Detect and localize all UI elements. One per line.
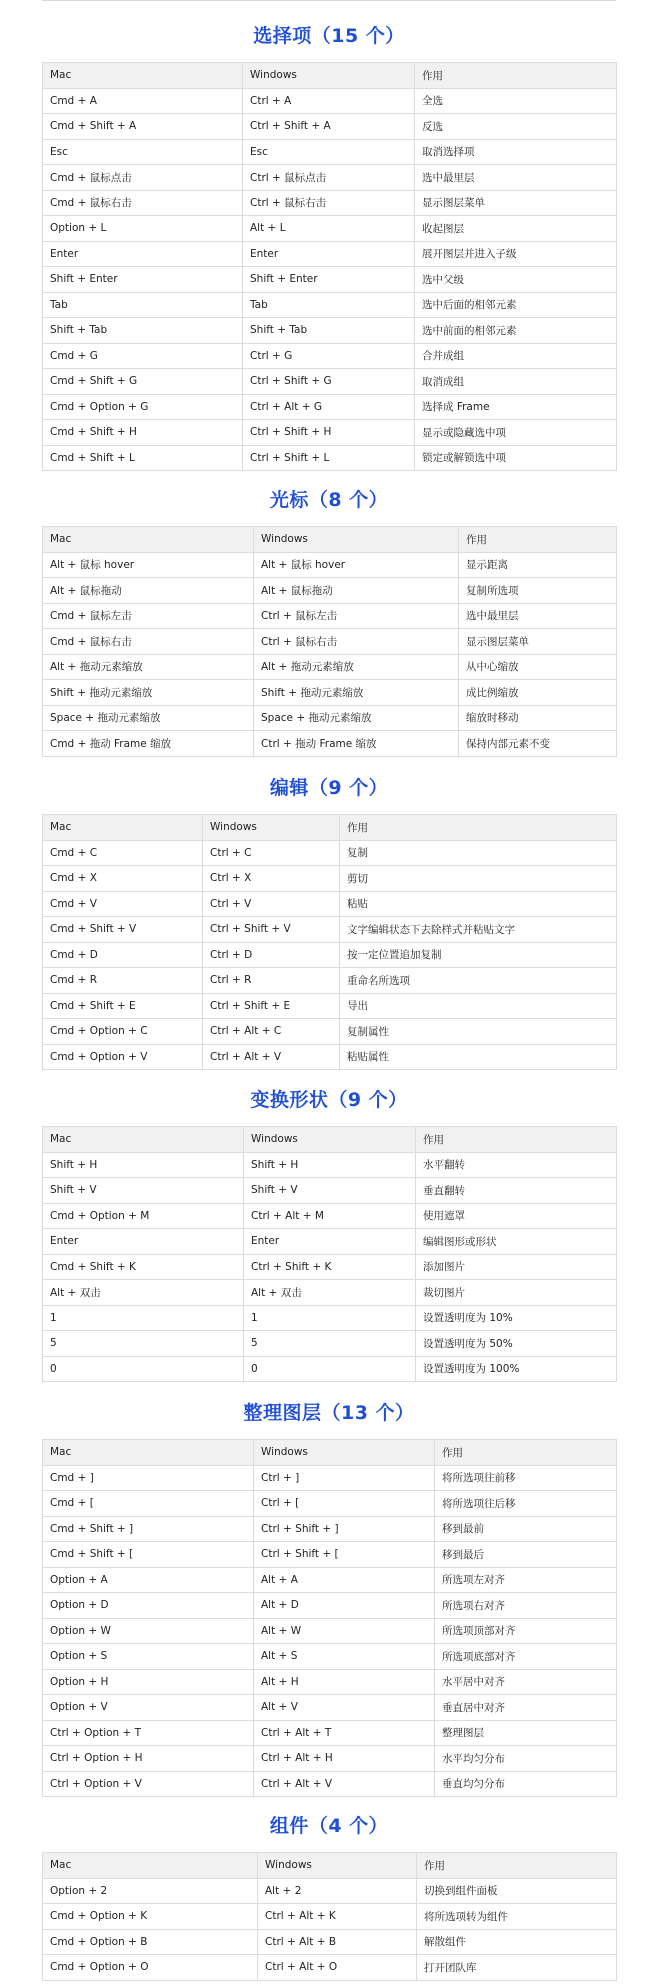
cell-action: 所选项底部对齐 <box>435 1644 617 1670</box>
cell-windows-shortcut: Ctrl + [ <box>254 1491 435 1517</box>
cell-windows-shortcut: Ctrl + R <box>203 968 340 994</box>
table-row <box>43 394 617 420</box>
cell-mac-shortcut: Cmd + C <box>43 840 203 866</box>
header-windows: Windows <box>244 1127 416 1153</box>
section-title: 组件（4 个） <box>269 1815 389 1837</box>
table-row <box>43 891 617 917</box>
table-row <box>43 866 617 892</box>
table-row <box>43 139 617 165</box>
cell-mac-shortcut: Alt + 拖动元素缩放 <box>43 654 254 680</box>
table-header-row <box>43 63 617 89</box>
header-action: 作用 <box>415 63 617 89</box>
cell-windows-shortcut: Ctrl + Alt + O <box>258 1955 417 1981</box>
table-row <box>43 1516 617 1542</box>
cell-action: 水平翻转 <box>416 1152 617 1178</box>
table-header-row <box>43 1127 617 1153</box>
cell-mac-shortcut: Cmd + V <box>43 891 203 917</box>
cell-mac-shortcut: Shift + V <box>43 1178 244 1204</box>
cell-mac-shortcut: Cmd + Option + B <box>43 1929 258 1955</box>
cell-windows-shortcut: Ctrl + Alt + B <box>258 1929 417 1955</box>
cell-action: 显示图层菜单 <box>459 629 617 655</box>
cell-action: 缩放时移动 <box>459 705 617 731</box>
cell-action: 取消选择项 <box>415 139 617 165</box>
cell-mac-shortcut: 1 <box>43 1305 244 1331</box>
cell-action: 选择成 Frame <box>415 394 617 420</box>
top-divider <box>42 0 616 1</box>
table-row <box>43 1929 617 1955</box>
cell-mac-shortcut: Cmd + [ <box>43 1491 254 1517</box>
cell-mac-shortcut: Cmd + 鼠标点击 <box>43 165 243 191</box>
header-action: 作用 <box>435 1440 617 1466</box>
cell-windows-shortcut: Ctrl + Shift + L <box>243 445 415 471</box>
cell-mac-shortcut: 0 <box>43 1356 244 1382</box>
cell-windows-shortcut: Ctrl + 拖动 Frame 缩放 <box>254 731 459 757</box>
cell-windows-shortcut: Alt + 鼠标拖动 <box>254 578 459 604</box>
cell-mac-shortcut: Cmd + ] <box>43 1465 254 1491</box>
cell-mac-shortcut: Option + D <box>43 1593 254 1619</box>
cell-mac-shortcut: Option + L <box>43 216 243 242</box>
cell-mac-shortcut: Cmd + A <box>43 88 243 114</box>
cell-mac-shortcut: Cmd + Shift + L <box>43 445 243 471</box>
cell-windows-shortcut: Alt + L <box>243 216 415 242</box>
table-row <box>43 190 617 216</box>
table-row <box>43 420 617 446</box>
cell-mac-shortcut: Ctrl + Option + V <box>43 1771 254 1797</box>
cell-mac-shortcut: Cmd + R <box>43 968 203 994</box>
table-row <box>43 88 617 114</box>
cell-windows-shortcut: Ctrl + A <box>243 88 415 114</box>
cell-action: 收起图层 <box>415 216 617 242</box>
cell-mac-shortcut: Cmd + Option + V <box>43 1044 203 1070</box>
cell-mac-shortcut: Cmd + Shift + A <box>43 114 243 140</box>
cell-action: 展开图层并进入子级 <box>415 241 617 267</box>
cell-action: 选中父级 <box>415 267 617 293</box>
cell-windows-shortcut: Ctrl + Alt + C <box>203 1019 340 1045</box>
cell-windows-shortcut: Alt + S <box>254 1644 435 1670</box>
cell-action: 从中心缩放 <box>459 654 617 680</box>
cell-windows-shortcut: Ctrl + Shift + V <box>203 917 340 943</box>
cell-action: 取消成组 <box>415 369 617 395</box>
table-row <box>43 680 617 706</box>
section-title: 变换形状（9 个） <box>250 1089 408 1111</box>
shortcut-table <box>42 1126 617 1382</box>
table-header-row <box>43 815 617 841</box>
cell-windows-shortcut: Space + 拖动元素缩放 <box>254 705 459 731</box>
cell-windows-shortcut: Ctrl + Alt + T <box>254 1720 435 1746</box>
cell-mac-shortcut: Cmd + Option + C <box>43 1019 203 1045</box>
header-mac: Mac <box>43 815 203 841</box>
cell-windows-shortcut: Ctrl + Shift + E <box>203 993 340 1019</box>
cell-windows-shortcut: Ctrl + 鼠标右击 <box>254 629 459 655</box>
table-row <box>43 840 617 866</box>
table-row <box>43 654 617 680</box>
cell-action: 全选 <box>415 88 617 114</box>
header-mac: Mac <box>43 63 243 89</box>
table-row <box>43 1203 617 1229</box>
table-row <box>43 1542 617 1568</box>
cell-action: 粘贴 <box>340 891 617 917</box>
cell-action: 选中前面的相邻元素 <box>415 318 617 344</box>
cell-windows-shortcut: 1 <box>244 1305 416 1331</box>
cell-mac-shortcut: Alt + 鼠标 hover <box>43 552 254 578</box>
cell-action: 选中最里层 <box>459 603 617 629</box>
table-row <box>43 968 617 994</box>
cell-action: 按一定位置追加复制 <box>340 942 617 968</box>
cell-action: 文字编辑状态下去除样式并粘贴文字 <box>340 917 617 943</box>
table-row <box>43 165 617 191</box>
table-row <box>43 1305 617 1331</box>
cell-action: 整理图层 <box>435 1720 617 1746</box>
table-row <box>43 1229 617 1255</box>
cell-windows-shortcut: Shift + H <box>244 1152 416 1178</box>
table-row <box>43 267 617 293</box>
cell-windows-shortcut: Ctrl + Alt + M <box>244 1203 416 1229</box>
cell-mac-shortcut: 5 <box>43 1331 244 1357</box>
header-mac: Mac <box>43 1127 244 1153</box>
table-row <box>43 1254 617 1280</box>
table-row <box>43 343 617 369</box>
cell-windows-shortcut: Esc <box>243 139 415 165</box>
cell-windows-shortcut: 5 <box>244 1331 416 1357</box>
table-row <box>43 114 617 140</box>
cell-action: 垂直均匀分布 <box>435 1771 617 1797</box>
cell-mac-shortcut: Ctrl + Option + H <box>43 1746 254 1772</box>
table-row <box>43 1746 617 1772</box>
cell-windows-shortcut: Ctrl + ] <box>254 1465 435 1491</box>
cell-action: 成比例缩放 <box>459 680 617 706</box>
table-row <box>43 1644 617 1670</box>
section-title: 编辑（9 个） <box>269 777 389 799</box>
cell-mac-shortcut: Cmd + D <box>43 942 203 968</box>
header-windows: Windows <box>258 1853 417 1879</box>
cell-mac-shortcut: Shift + Enter <box>43 267 243 293</box>
cell-windows-shortcut: Ctrl + X <box>203 866 340 892</box>
header-mac: Mac <box>43 527 254 553</box>
cell-action: 移到最后 <box>435 1542 617 1568</box>
table-row <box>43 1331 617 1357</box>
cell-action: 所选项右对齐 <box>435 1593 617 1619</box>
cell-mac-shortcut: Cmd + Shift + E <box>43 993 203 1019</box>
cell-mac-shortcut: Cmd + Shift + K <box>43 1254 244 1280</box>
cell-mac-shortcut: Shift + 拖动元素缩放 <box>43 680 254 706</box>
cell-action: 设置透明度为 50% <box>416 1331 617 1357</box>
cell-action: 水平居中对齐 <box>435 1669 617 1695</box>
table-row <box>43 731 617 757</box>
table-row <box>43 942 617 968</box>
cell-windows-shortcut: Alt + V <box>254 1695 435 1721</box>
table-row <box>43 705 617 731</box>
header-mac: Mac <box>43 1853 258 1879</box>
cell-mac-shortcut: Tab <box>43 292 243 318</box>
cell-windows-shortcut: Alt + 鼠标 hover <box>254 552 459 578</box>
cell-action: 设置透明度为 10% <box>416 1305 617 1331</box>
cell-windows-shortcut: Ctrl + Alt + H <box>254 1746 435 1772</box>
cell-action: 保持内部元素不变 <box>459 731 617 757</box>
table-row <box>43 629 617 655</box>
table-row <box>43 578 617 604</box>
table-row <box>43 1720 617 1746</box>
cell-mac-shortcut: Cmd + Shift + V <box>43 917 203 943</box>
cell-mac-shortcut: Space + 拖动元素缩放 <box>43 705 254 731</box>
cell-mac-shortcut: Option + V <box>43 1695 254 1721</box>
cell-action: 切换到组件面板 <box>417 1878 617 1904</box>
cell-action: 显示距离 <box>459 552 617 578</box>
cell-windows-shortcut: Ctrl + Alt + V <box>254 1771 435 1797</box>
cell-windows-shortcut: Ctrl + 鼠标左击 <box>254 603 459 629</box>
cell-windows-shortcut: Ctrl + Shift + H <box>243 420 415 446</box>
cell-action: 打开团队库 <box>417 1955 617 1981</box>
cell-windows-shortcut: Ctrl + Shift + ] <box>254 1516 435 1542</box>
cell-action: 导出 <box>340 993 617 1019</box>
table-row <box>43 445 617 471</box>
cell-windows-shortcut: Ctrl + C <box>203 840 340 866</box>
table-row <box>43 1695 617 1721</box>
cell-windows-shortcut: Ctrl + Shift + K <box>244 1254 416 1280</box>
cell-windows-shortcut: Alt + 2 <box>258 1878 417 1904</box>
cell-windows-shortcut: Shift + V <box>244 1178 416 1204</box>
cell-action: 将所选项往前移 <box>435 1465 617 1491</box>
cell-windows-shortcut: Ctrl + Alt + G <box>243 394 415 420</box>
cell-windows-shortcut: Shift + 拖动元素缩放 <box>254 680 459 706</box>
table-row <box>43 1465 617 1491</box>
cell-mac-shortcut: Alt + 双击 <box>43 1280 244 1306</box>
cell-action: 显示图层菜单 <box>415 190 617 216</box>
table-row <box>43 993 617 1019</box>
cell-mac-shortcut: Option + 2 <box>43 1878 258 1904</box>
cell-windows-shortcut: Enter <box>243 241 415 267</box>
cell-windows-shortcut: Alt + 双击 <box>244 1280 416 1306</box>
shortcut-table <box>42 526 617 757</box>
cell-windows-shortcut: Ctrl + 鼠标点击 <box>243 165 415 191</box>
cell-action: 垂直居中对齐 <box>435 1695 617 1721</box>
table-row <box>43 318 617 344</box>
table-row <box>43 1669 617 1695</box>
header-action: 作用 <box>417 1853 617 1879</box>
header-windows: Windows <box>243 63 415 89</box>
cell-action: 编辑图形或形状 <box>416 1229 617 1255</box>
cell-action: 显示或隐藏选中项 <box>415 420 617 446</box>
cell-action: 粘贴属性 <box>340 1044 617 1070</box>
cell-windows-shortcut: Ctrl + V <box>203 891 340 917</box>
cell-action: 解散组件 <box>417 1929 617 1955</box>
cell-windows-shortcut: Ctrl + Shift + G <box>243 369 415 395</box>
cell-action: 设置透明度为 100% <box>416 1356 617 1382</box>
cell-mac-shortcut: Cmd + Option + M <box>43 1203 244 1229</box>
cell-action: 裁切图片 <box>416 1280 617 1306</box>
header-action: 作用 <box>340 815 617 841</box>
section-title: 光标（8 个） <box>269 489 389 511</box>
table-row <box>43 1771 617 1797</box>
shortcut-table <box>42 1852 617 1981</box>
cell-mac-shortcut: Cmd + 拖动 Frame 缩放 <box>43 731 254 757</box>
cell-mac-shortcut: Enter <box>43 1229 244 1255</box>
cell-windows-shortcut: Ctrl + 鼠标右击 <box>243 190 415 216</box>
header-windows: Windows <box>254 1440 435 1466</box>
table-row <box>43 1955 617 1981</box>
shortcut-table <box>42 814 617 1070</box>
cell-windows-shortcut: Alt + W <box>254 1618 435 1644</box>
cell-mac-shortcut: Cmd + Shift + ] <box>43 1516 254 1542</box>
header-mac: Mac <box>43 1440 254 1466</box>
table-row <box>43 1593 617 1619</box>
cell-mac-shortcut: Esc <box>43 139 243 165</box>
cell-action: 所选项左对齐 <box>435 1567 617 1593</box>
cell-action: 复制属性 <box>340 1019 617 1045</box>
cell-mac-shortcut: Cmd + X <box>43 866 203 892</box>
table-row <box>43 1178 617 1204</box>
cell-mac-shortcut: Cmd + G <box>43 343 243 369</box>
table-header-row <box>43 1440 617 1466</box>
cell-mac-shortcut: Cmd + Option + O <box>43 1955 258 1981</box>
cell-windows-shortcut: Alt + D <box>254 1593 435 1619</box>
shortcut-table <box>42 62 617 471</box>
cell-action: 合并成组 <box>415 343 617 369</box>
table-row <box>43 292 617 318</box>
cell-action: 选中后面的相邻元素 <box>415 292 617 318</box>
cell-windows-shortcut: Alt + A <box>254 1567 435 1593</box>
cell-action: 选中最里层 <box>415 165 617 191</box>
cell-mac-shortcut: Cmd + 鼠标右击 <box>43 629 254 655</box>
cell-action: 复制 <box>340 840 617 866</box>
cell-windows-shortcut: Ctrl + Shift + A <box>243 114 415 140</box>
cell-action: 将所选项往后移 <box>435 1491 617 1517</box>
cell-mac-shortcut: Option + W <box>43 1618 254 1644</box>
cell-mac-shortcut: Cmd + 鼠标右击 <box>43 190 243 216</box>
header-windows: Windows <box>203 815 340 841</box>
cell-action: 复制所选项 <box>459 578 617 604</box>
section-title: 选择项（15 个） <box>253 25 405 47</box>
cell-action: 垂直翻转 <box>416 1178 617 1204</box>
cell-windows-shortcut: Shift + Tab <box>243 318 415 344</box>
cell-windows-shortcut: Alt + 拖动元素缩放 <box>254 654 459 680</box>
table-row <box>43 1019 617 1045</box>
cell-action: 剪切 <box>340 866 617 892</box>
cell-windows-shortcut: Ctrl + Alt + V <box>203 1044 340 1070</box>
cell-mac-shortcut: Enter <box>43 241 243 267</box>
cell-mac-shortcut: Cmd + Option + G <box>43 394 243 420</box>
table-row <box>43 552 617 578</box>
cell-windows-shortcut: Ctrl + Alt + K <box>258 1904 417 1930</box>
table-row <box>43 1904 617 1930</box>
table-row <box>43 1044 617 1070</box>
section-title: 整理图层（13 个） <box>243 1402 415 1424</box>
table-row <box>43 241 617 267</box>
cell-action: 水平均匀分布 <box>435 1746 617 1772</box>
cell-mac-shortcut: Option + H <box>43 1669 254 1695</box>
table-row <box>43 1356 617 1382</box>
shortcut-table <box>42 1439 617 1797</box>
cell-mac-shortcut: Shift + Tab <box>43 318 243 344</box>
cell-windows-shortcut: Alt + H <box>254 1669 435 1695</box>
cell-mac-shortcut: Option + S <box>43 1644 254 1670</box>
cell-mac-shortcut: Cmd + Shift + G <box>43 369 243 395</box>
cell-windows-shortcut: Tab <box>243 292 415 318</box>
header-action: 作用 <box>416 1127 617 1153</box>
header-action: 作用 <box>459 527 617 553</box>
cell-windows-shortcut: Shift + Enter <box>243 267 415 293</box>
table-row <box>43 1878 617 1904</box>
cell-action: 移到最前 <box>435 1516 617 1542</box>
cell-mac-shortcut: Option + A <box>43 1567 254 1593</box>
cell-action: 使用遮罩 <box>416 1203 617 1229</box>
cell-mac-shortcut: Ctrl + Option + T <box>43 1720 254 1746</box>
cell-action: 反选 <box>415 114 617 140</box>
table-header-row <box>43 527 617 553</box>
table-row <box>43 1618 617 1644</box>
cell-windows-shortcut: 0 <box>244 1356 416 1382</box>
cell-action: 添加图片 <box>416 1254 617 1280</box>
table-row <box>43 603 617 629</box>
cell-windows-shortcut: Enter <box>244 1229 416 1255</box>
cell-action: 重命名所选项 <box>340 968 617 994</box>
cell-windows-shortcut: Ctrl + D <box>203 942 340 968</box>
cell-mac-shortcut: Cmd + 鼠标左击 <box>43 603 254 629</box>
table-row <box>43 1491 617 1517</box>
cell-action: 锁定或解锁选中项 <box>415 445 617 471</box>
table-row <box>43 917 617 943</box>
cell-mac-shortcut: Cmd + Option + K <box>43 1904 258 1930</box>
table-header-row <box>43 1853 617 1879</box>
cell-windows-shortcut: Ctrl + G <box>243 343 415 369</box>
cell-mac-shortcut: Alt + 鼠标拖动 <box>43 578 254 604</box>
cell-mac-shortcut: Cmd + Shift + H <box>43 420 243 446</box>
cell-windows-shortcut: Ctrl + Shift + [ <box>254 1542 435 1568</box>
table-row <box>43 1567 617 1593</box>
cell-action: 所选项顶部对齐 <box>435 1618 617 1644</box>
header-windows: Windows <box>254 527 459 553</box>
table-row <box>43 369 617 395</box>
table-row <box>43 1280 617 1306</box>
table-row <box>43 1152 617 1178</box>
table-row <box>43 216 617 242</box>
cell-mac-shortcut: Cmd + Shift + [ <box>43 1542 254 1568</box>
cell-action: 将所选项转为组件 <box>417 1904 617 1930</box>
cell-mac-shortcut: Shift + H <box>43 1152 244 1178</box>
